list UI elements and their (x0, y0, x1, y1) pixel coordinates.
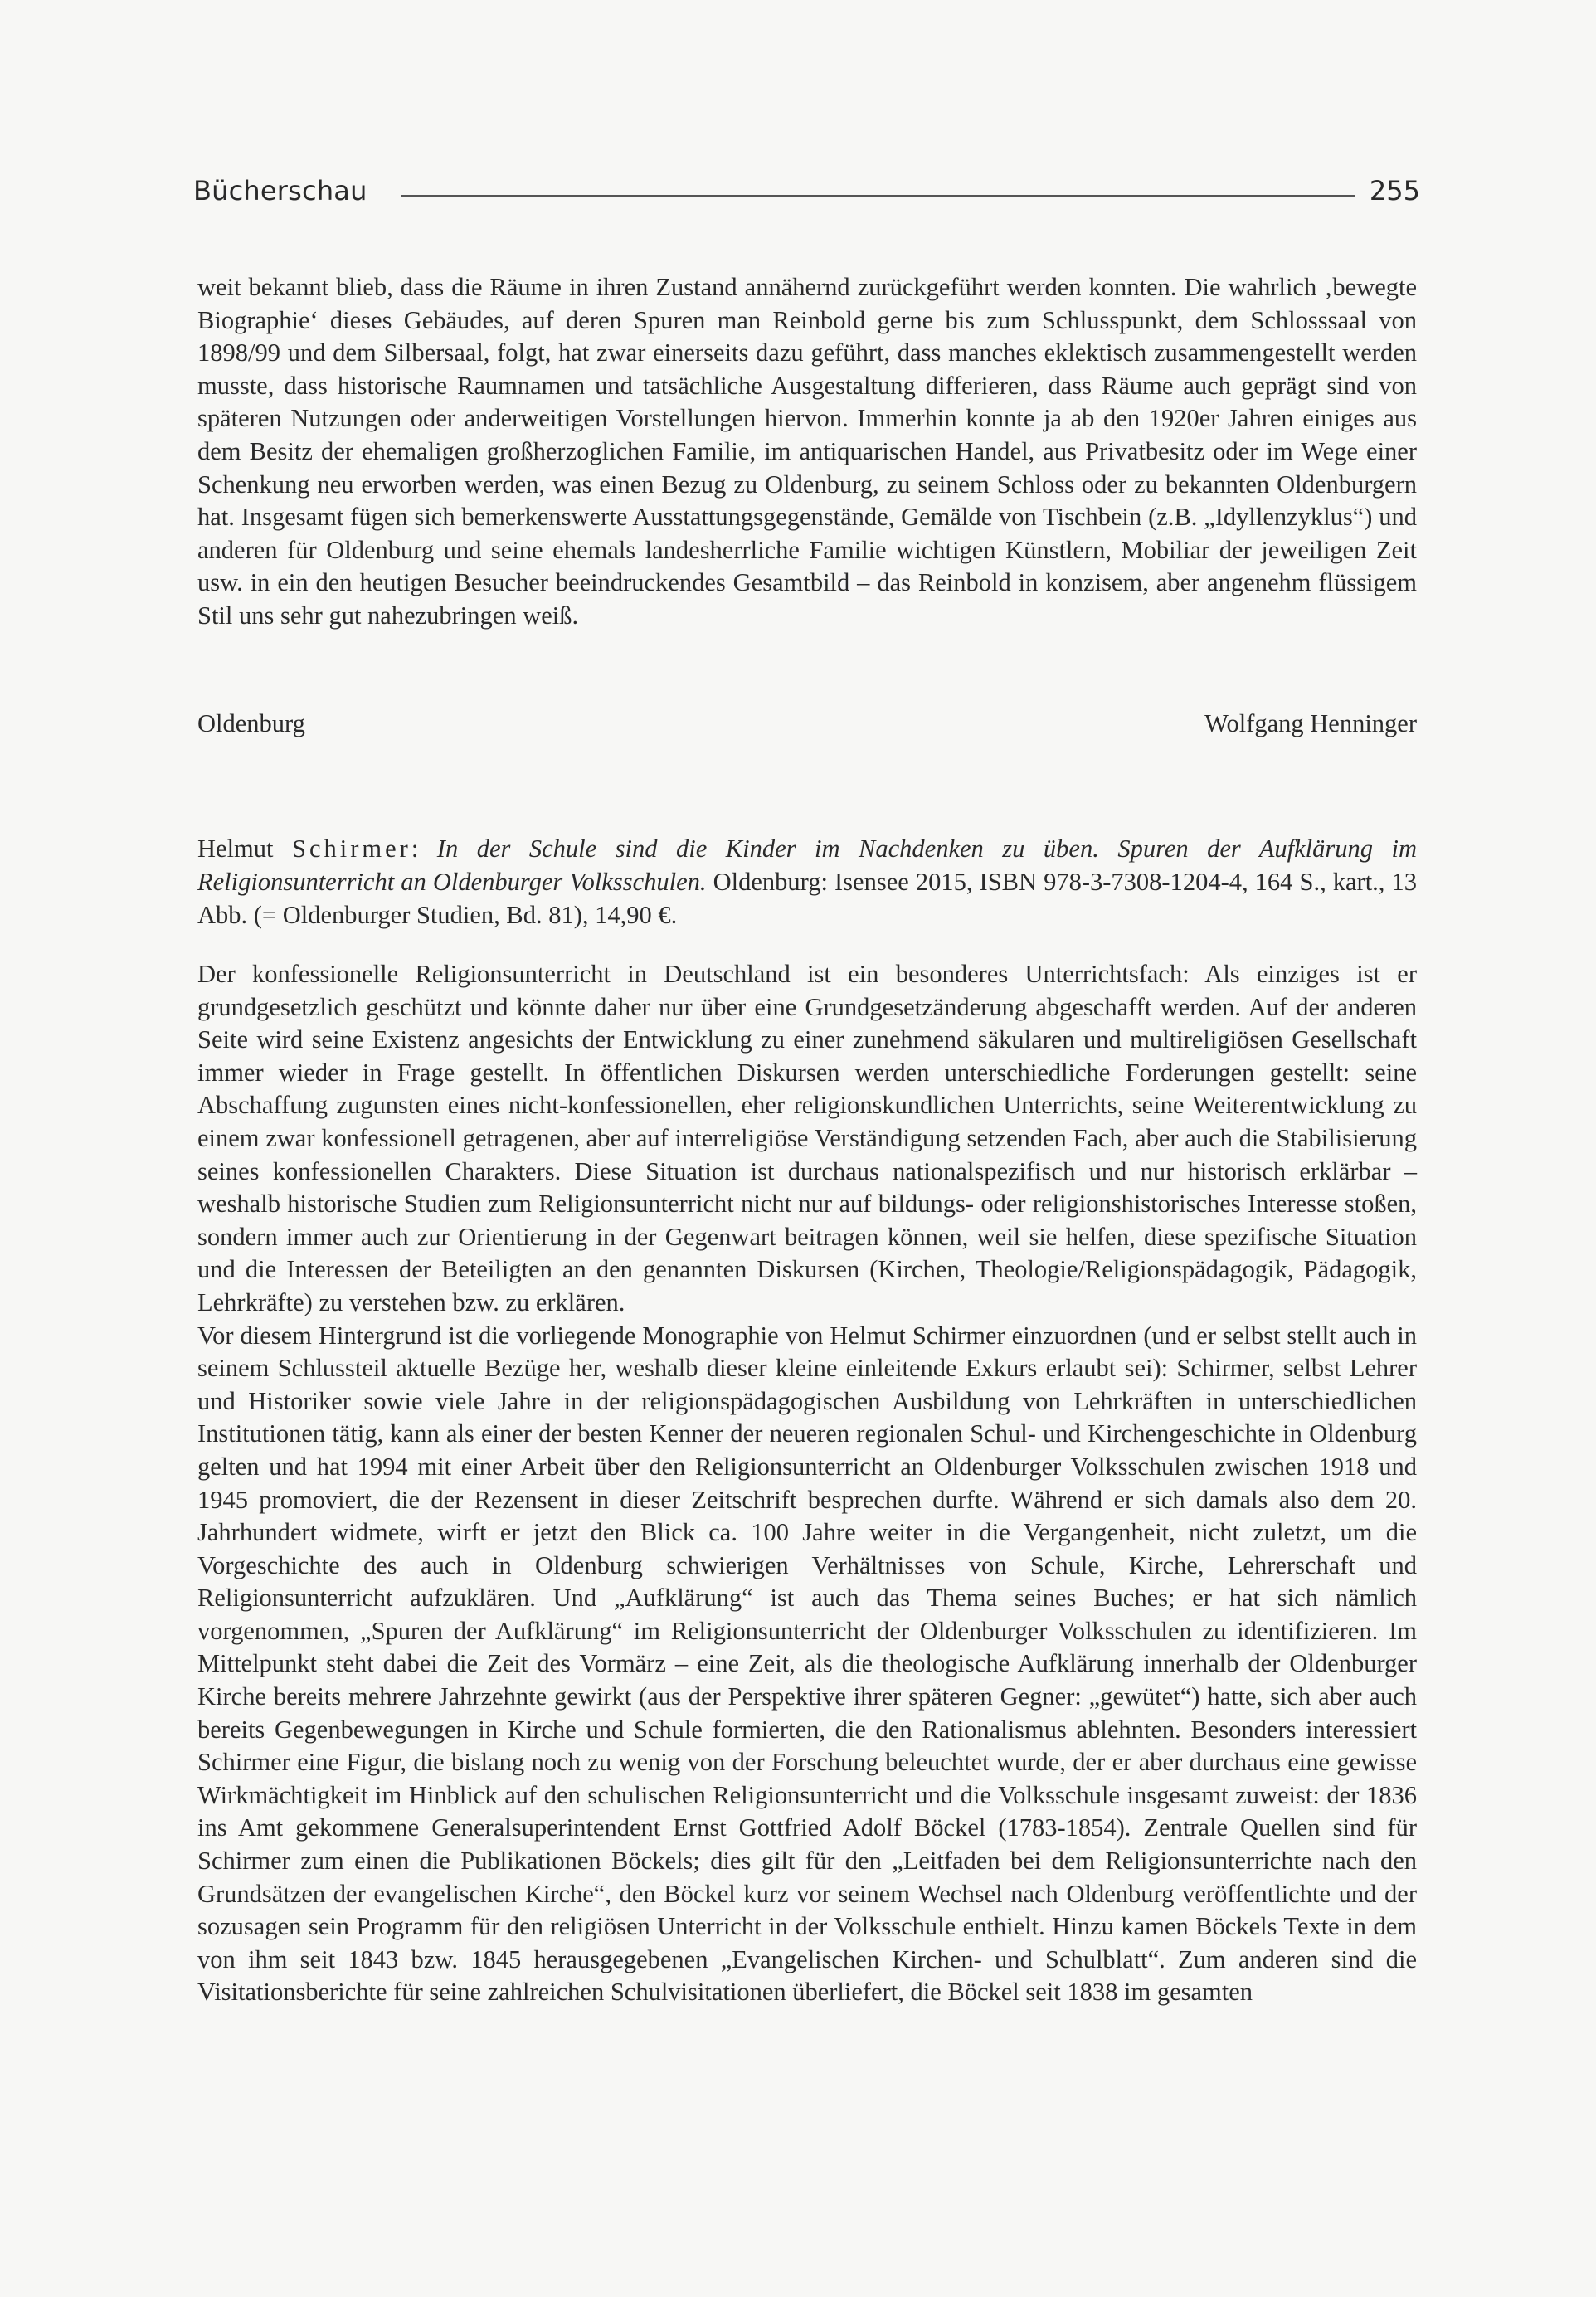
paragraph: Der konfessionelle Religionsunterricht in Deutschland ist ein besonderes Unterrichtsfach: Als einziges ist er grundgesetzlich geschützt und könnte daher nur über eine Grundgesetzänderung abgeschafft werden. Auf der anderen Seite wird seine Existenz angesichts der Entwicklung zu einer zunehmend säkularen und multireligiösen Gesellschaft immer wieder in Frage gestellt. In öffentlichen Diskursen werden unterschiedliche Forderungen gestellt: seine Abschaffung zugunsten eines nicht-konfessionellen, eher religionskundlichen Unterrichts, seine Weiterentwicklung zu einem zwar konfessionell getragenen, aber auf interreligiöse Verständigung setzenden Fach, aber auch die Stabilisierung seines konfessionellen Charakters. Diese Situation ist durchaus nationalspezifisch und nur historisch erklärbar – weshalb historische Studien zum Religionsunterricht nicht nur auf bildungs- oder religionshistorisches Interesse stoßen, sondern immer auch zur Orientierung in der Gegenwart beitragen können, weil sie helfen, diese spezifische Situation und die Interessen der Beteiligten an den genannten Diskursen (Kirchen, Theologie/Religionspädagogik, Pädagogik, Lehrkräfte) zu verstehen bzw. zu erklären. (197, 960, 1417, 1316)
paragraph: Vor diesem Hintergrund ist die vorliegende Monographie von Helmut Schirmer einzuordnen (und er selbst stellt auch in seinem Schlussteil aktuelle Bezüge her, weshalb dieser kleine einleitende Exkurs erlaubt sei): Schirmer, selbst Lehrer und Historiker sowie viele Jahre in der religionspädagogischen Ausbildung von Lehrkräften in unterschiedlichen Institutionen tätig, kann als einer der besten Kenner der neueren regionalen Schul- und Kirchengeschichte in Oldenburg gelten und hat 1994 mit einer Arbeit über den Religionsunterricht an Oldenburger Volksschulen zwischen 1918 und 1945 promoviert, die der Rezensent in dieser Zeitschrift besprechen durfte. Während er sich damals also dem 20. Jahrhundert widmete, wirft er jetzt den Blick ca. 100 Jahre weiter in die Vergangenheit, nicht zuletzt, um die Vorgeschichte des auch in Oldenburg schwierigen Verhältnisses von Schule, Kirche, Lehrerschaft und Religionsunterricht aufzuklären. Und „Aufklärung“ ist auch das Thema seines Buches; er hat sich nämlich vorgenommen, „Spuren der Aufklärung“ im Religionsunterricht der Oldenburger Volksschulen zu identifizieren. Im Mittelpunkt steht dabei die Zeit des Vormärz – eine Zeit, als die theologische Aufklärung innerhalb der Oldenburger Kirche bereits mehrere Jahrzehnte gewirkt (aus der Perspektive ihrer späteren Gegner: „gewütet“) hatte, sich aber auch bereits Gegenbewegungen in Kirche und Schule formierten, die den Rationalismus ablehnten. Besonders interessiert Schirmer eine Figur, die bislang noch zu wenig von der Forschung beleuchtet wurde, der er aber durchaus eine gewisse Wirkmächtigkeit im Hinblick auf den schulischen Religionsunterricht und die Volksschule insgesamt zuweist: der 1836 ins Amt gekommene Generalsuperintendent Ernst Gottfried Adolf Böckel (1783-1854). Zentrale Quellen sind für Schirmer zum einen die Publikationen Böckels; dies gilt für den „Leitfaden bei dem Religionsunterrichte nach den Grundsätzen der evangelischen Kirche“, den Böckel kurz vor seinem Wechsel nach Oldenburg veröffentlichte und der sozusagen sein Programm für den religiösen Unterricht in der Volksschule enthielt. Hinzu kamen Böckels Texte in dem von ihm seit 1843 bzw. 1845 herausgegebenen „Evangelischen Kirchen- und Schulblatt“. Zum anderen sind die Visitationsberichte für seine zahlreichen Schulvisitationen überliefert, die Böckel seit 1838 im gesamten (197, 1321, 1417, 2007)
header-rule (401, 195, 1355, 197)
previous-review-text (197, 271, 1417, 633)
signature-place: Oldenburg (197, 709, 305, 737)
running-head: Bücherschau (193, 175, 367, 207)
page-header (193, 164, 1420, 207)
review-signature (197, 707, 1417, 740)
author-last-name: Schirmer (292, 835, 411, 863)
signature-reviewer: Wolfgang Henninger (1204, 709, 1417, 737)
book-title: In der Schule sind die Kinder im Nachdenken zu üben. Spuren der Aufklärung im Religionsunterricht an Oldenburger Volksschulen. (197, 835, 1417, 896)
paragraph: weit bekannt blieb, dass die Räume in ihren Zustand annähernd zurückgeführt werden konnten. Die wahrlich ‚bewegte Biographie‘ dieses Gebäudes, auf deren Spuren man Reinbold gerne bis zum Schlusspunkt, dem Schlosssaal von 1898/99 und dem Silbersaal, folgt, hat zwar einerseits dazu geführt, dass manches eklektisch zusammengestellt werden musste, dass historische Raumnamen und tatsächliche Ausgestaltung differieren, dass Räume auch geprägt sind von späteren Nutzungen oder anderweitigen Vorstellungen hiervon. Immerhin konnte ja ab den 1920er Jahren einiges aus dem Besitz der ehemaligen großherzoglichen Familie, im antiquarischen Handel, aus Privatbesitz oder im Wege einer Schenkung neu erworben werden, was einen Bezug zu Oldenburg, zu seinem Schloss oder zu bekannten Oldenburgern hat. Insgesamt fügen sich bemerkenswerte Ausstattungsgegenstände, Gemälde von Tischbein (z.B. „Idyllenzyklus“) und anderen für Oldenburg und seine ehemals landesherrliche Familie wichtigen Künstlern, Mobiliar der jeweiligen Zeit usw. in ein den heutigen Besucher beeindruckendes Gesamtbild – das Reinbold in konzisem, aber angenehm flüssigem Stil uns sehr gut nahezubringen weiß. (197, 273, 1417, 630)
bibliographic-entry (197, 832, 1417, 932)
review-body (197, 958, 1417, 2009)
author-first-name: Helmut (197, 835, 292, 863)
page-number: 255 (1369, 175, 1420, 207)
colon: : (411, 835, 437, 863)
publication-details: Oldenburg: Isensee 2015, ISBN 978-3-7308-1204-4, 164 S., kart., 13 Abb. (= Oldenburger Studien, Bd. 81), 14,90 €. (197, 868, 1417, 929)
